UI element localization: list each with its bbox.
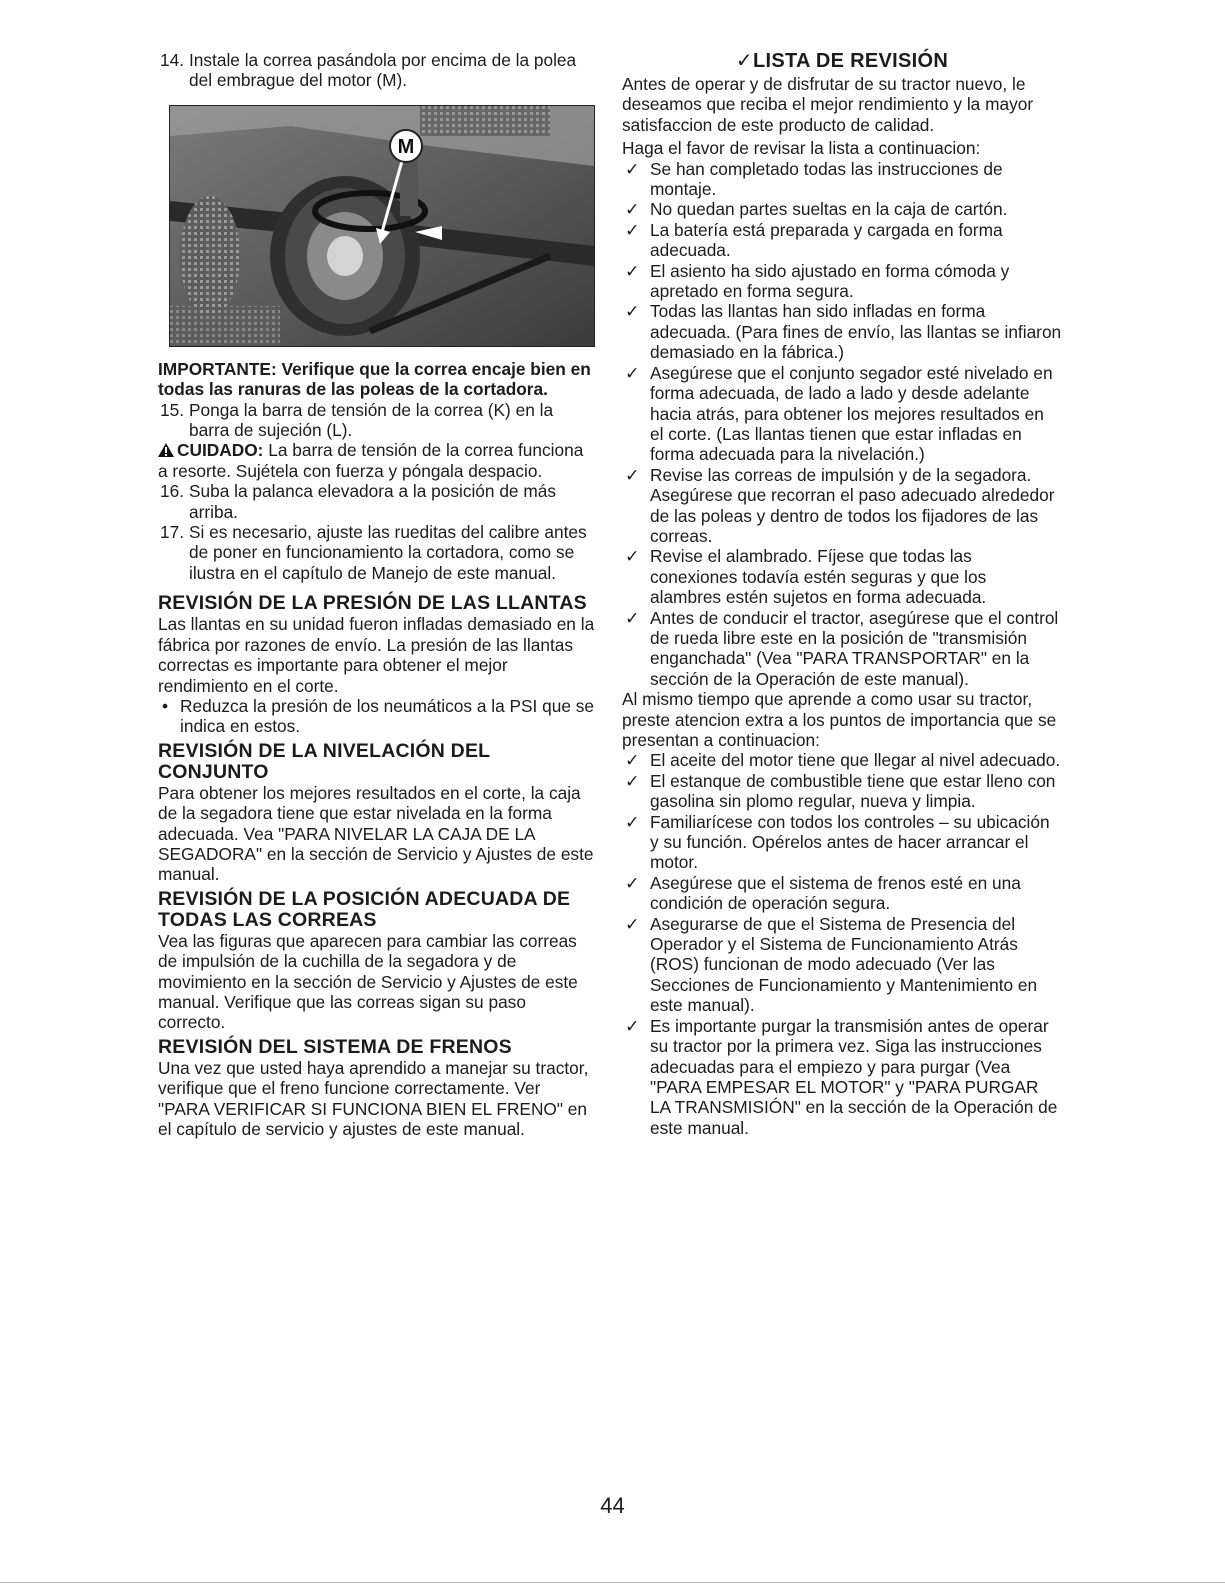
step-17 <box>158 522 596 583</box>
check-mark-icon: ✓ <box>625 199 640 220</box>
bullet-text: Reduzca la presión de los neumáticos a la PSI que se indica en estos. <box>180 695 595 737</box>
checklist-item-text: No quedan partes sueltas en la caja de cartón. <box>650 199 1008 220</box>
step-14 <box>158 50 596 91</box>
tire-pressure-body: Las llantas en su unidad fueron infladas demasiado en la fábrica por razones de envío. La presión de las llantas correctas es importante para obtener el mejor rendimiento en el corte. <box>158 614 595 696</box>
checklist-item <box>622 750 1062 770</box>
check-mark-icon: ✓ <box>625 750 640 771</box>
checklist-item-text: El estanque de combustible tiene que estar lleno con gasolina sin plomo regular, nueva y limpia. <box>650 770 1056 812</box>
step-number: 14. <box>160 50 185 70</box>
checklist-item-text: Se han completado todas las instrucciones de montaje. <box>650 158 1003 200</box>
step-text: Ponga la barra de tensión de la correa (K) en la barra de sujeción (L). <box>189 399 554 441</box>
check-mark-icon: ✓ <box>625 770 640 791</box>
check-mark-icon: ✓ <box>625 301 640 322</box>
checklist-item <box>622 608 1062 690</box>
checklist-intro: Antes de operar y de disfrutar de su tractor nuevo, le deseamos que reciba el mejor rendimiento y la mayor satisfaccion de este producto de calidad. <box>622 74 1034 135</box>
step-number: 17. <box>160 522 185 543</box>
checklist-item <box>622 301 1062 362</box>
checklist-item <box>622 914 1062 1016</box>
checklist-item-text: El asiento ha sido ajustado en forma cómoda y apretado en forma segura. <box>650 260 1010 302</box>
step-text: Si es necesario, ajuste las rueditas del calibre antes de poner en funcionamiento la cortadora, como se ilustra en el capítulo de Manejo de este manual. <box>189 522 587 583</box>
checklist-item <box>622 363 1062 465</box>
checklist-item-text: Todas las llantas han sido infladas en forma adecuada. (Para fines de envío, las llantas se infiaron demasiado en la fábrica.) <box>650 301 1062 363</box>
checklist-item <box>622 220 1062 261</box>
step-text: Suba la palanca elevadora a la posición de más arriba. <box>189 481 556 522</box>
heading-brake-system: REVISIÓN DEL SISTEMA DE FRENOS <box>158 1035 512 1058</box>
heading-deck-leveling: REVISIÓN DE LA NIVELACIÓN DEL CONJUNTO <box>158 739 490 783</box>
left-column <box>158 50 596 1139</box>
check-mark-icon: ✓ <box>625 158 640 179</box>
check-mark-icon: ✓ <box>625 362 640 383</box>
checklist-item <box>622 771 1062 812</box>
checklist-item <box>622 1016 1062 1138</box>
checklist-item <box>622 199 1062 219</box>
step-15 <box>158 400 596 441</box>
belt-position-body: Vea las figuras que aparecen para cambiar las correas de impulsión de la cuchilla de la segadora y de movimiento en la sección de Servicio y Ajustes de este manual. Verifique que las correas sigan su paso correcto. <box>158 930 578 1033</box>
step-number: 15. <box>160 399 185 420</box>
heading-tire-pressure: REVISIÓN DE LA PRESIÓN DE LAS LLANTAS <box>158 592 587 615</box>
check-mark-icon: ✓ <box>625 872 640 893</box>
heading-belt-position: REVISIÓN DE LA POSICIÓN ADECUADA DE TODAS LAS CORREAS <box>158 887 571 931</box>
step-16 <box>158 481 596 522</box>
callout-m-label: M <box>397 135 415 158</box>
checklist-item-text: El aceite del motor tiene que llegar al nivel adecuado. <box>650 750 1061 771</box>
checklist-item <box>622 812 1062 873</box>
deck-leveling-body: Para obtener los mejores resultados en el corte, la caja de la segadora tiene que estar nivelada en la forma adecuada. Vea "PARA NIVELAR LA CAJA DE LA SEGADORA" en la sección de Servicio y Ajustes de este manual. <box>158 782 594 885</box>
check-mark-icon: ✓ <box>625 546 640 567</box>
belt-installation-photo <box>169 105 595 347</box>
check-mark-icon: ✓ <box>625 607 640 628</box>
tire-pressure-bullet <box>158 696 596 737</box>
checklist-item <box>622 546 1062 607</box>
right-column <box>622 50 1062 1138</box>
checklist-item-text: Asegurarse de que el Sistema de Presencia del Operador y el Sistema de Funcionamiento Atrás (ROS) funcionan de modo adecuado (Ver las Secciones de Funcionamiento y Mantenimiento en este manual). <box>650 913 1038 1016</box>
important-note: IMPORTANTE: Verifique que la correa encaje bien en todas las ranuras de las poleas de la cortadora. <box>158 358 591 400</box>
checklist-item-text: Familiarícese con todos los controles – su ubicación y su función. Opérelos antes de hacer arrancar el motor. <box>650 811 1050 873</box>
checklist-item <box>622 465 1062 547</box>
checklist-item-text: Revise el alambrado. Fíjese que todas las conexiones todavía estén seguras y que los alambres estén sujetos en forma adecuada. <box>650 546 987 608</box>
checklist-item <box>622 873 1062 914</box>
check-mark-icon: ✓ <box>625 913 640 934</box>
checklist-before-operation <box>622 159 1062 690</box>
caution-label: CUIDADO: <box>177 440 264 461</box>
checklist-middle: Al mismo tiempo que aprende a como usar su tractor, preste atencion extra a los puntos de importancia que se presentan a continuacion: <box>622 689 1057 750</box>
caution-text: La barra de tensión de la correa funciona a resorte. Sujétela con fuerza y póngala despacio. <box>158 440 584 481</box>
brake-system-body: Una vez que usted haya aprendido a manejar su tractor, verifique que el freno funcione correctamente. Ver "PARA VERIFICAR SI FUNCIONA BIEN EL FRENO" en el capítulo de servicio y ajustes de este manual. <box>158 1057 589 1139</box>
checklist-title: ✓LISTA DE REVISIÓN <box>735 50 949 72</box>
page-number: 44 <box>600 1493 625 1518</box>
warning-icon <box>158 443 174 457</box>
check-mark-icon: ✓ <box>625 260 640 281</box>
checklist-item-text: Revise las correas de impulsión y de la segadora. Asegúrese que recorran el paso adecuado alrededor de las poleas y dentro de todos los fijadores de las correas. <box>650 464 1055 546</box>
checklist-item-text: Antes de conducir el tractor, asegúrese que el control de rueda libre este en la posición de "transmisión enganchada" (Vea "PARA TRANSPORTAR" en la sección de la Operación de este manual). <box>650 607 1059 689</box>
check-mark-icon: ✓ <box>625 464 640 485</box>
checklist-intro-2: Haga el favor de revisar la lista a continuacion: <box>622 138 981 159</box>
checklist-item <box>622 159 1062 200</box>
checklist-item-text: La batería está preparada y cargada en forma adecuada. <box>650 219 1003 261</box>
check-mark-icon: ✓ <box>625 1015 640 1036</box>
step-text: Instale la correa pasándola por encima de la polea del embrague del motor (M). <box>189 50 577 91</box>
checklist-item-text: Asegúrese que el conjunto segador esté nivelado en forma adecuada, de lado a lado y desde adelante hacia atrás, para obtener los mejores resultados en el corte. (Las llantas tienen que estar infladas en forma adecuada para la nivelación.) <box>650 362 1053 465</box>
step-number: 16. <box>160 481 185 502</box>
bullet-mark: • <box>162 695 169 716</box>
caution-note <box>158 440 596 481</box>
check-mark-icon: ✓ <box>625 811 640 832</box>
checklist-item <box>622 261 1062 302</box>
check-mark-icon: ✓ <box>625 219 640 240</box>
tractor-underside-illustration <box>170 106 594 346</box>
checklist-item-text: Asegúrese que el sistema de frenos esté en una condición de operación segura. <box>650 872 1021 914</box>
checklist-while-learning <box>622 750 1062 1138</box>
checklist-item-text: Es importante purgar la transmisión antes de operar su tractor por la primera vez. Siga las instrucciones adecuadas para el empiezo y para purgar (Vea "PARA EMPESAR EL MOTOR" y "PARA PURGAR LA TRANSMISIÓN" en la sección de la Operación de este manual. <box>650 1015 1058 1138</box>
page-bottom-rule <box>0 1582 1225 1583</box>
